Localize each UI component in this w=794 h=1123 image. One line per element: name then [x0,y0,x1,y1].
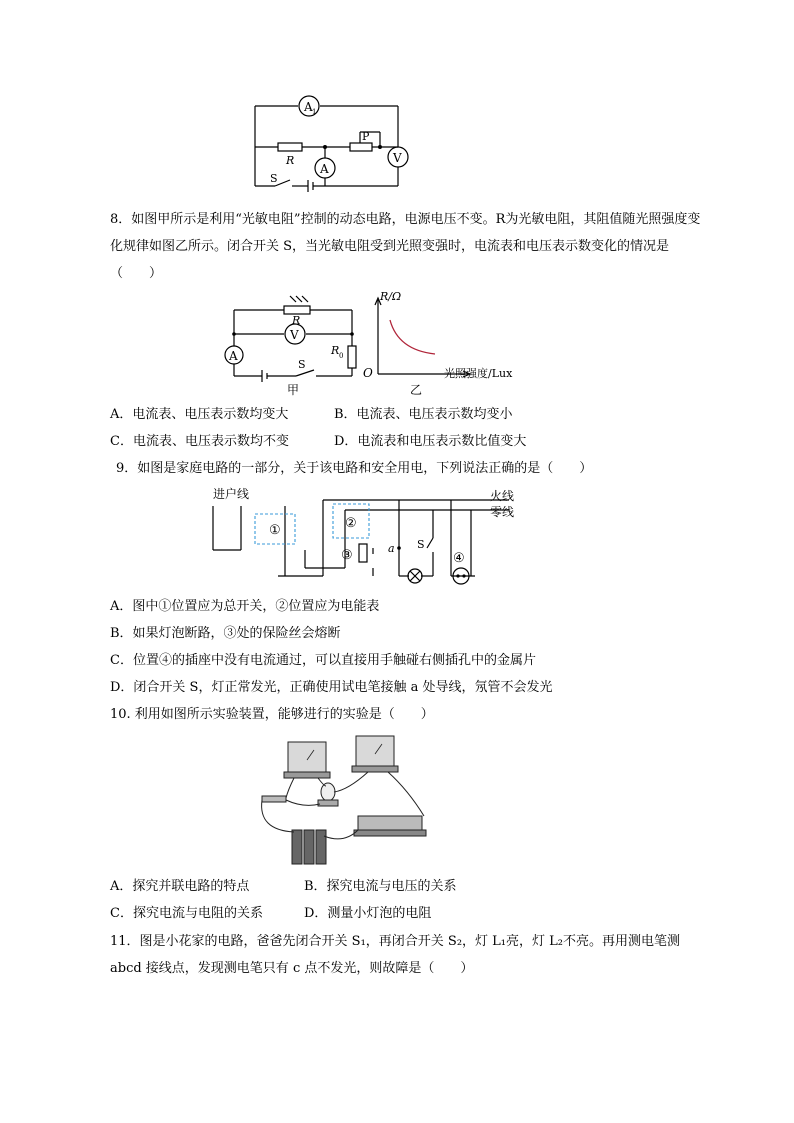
q8-s-label: S [298,358,306,371]
q8-figure [220,288,540,396]
q9-option-c: C．位置④的插座中没有电流通过，可以直接用手触碰右侧插孔中的金属片 [110,653,536,668]
q8-option-c: C．电流表、电压表示数均不变 [110,434,289,449]
q9-circle-3: ③ [341,548,353,563]
q9-figure [205,486,525,584]
q9-stem: 9．如图是家庭电路的一部分，关于该电路和安全用电，下列说法正确的是（ ） [116,461,593,476]
q8-axis-y: R/Ω [380,290,402,303]
q9-circle-2: ② [345,516,357,531]
meter-a1-label: A [304,100,313,114]
q10-apparatus-figure [248,730,448,872]
q8-option-d: D．电流表和电压表示数比值变大 [334,434,527,449]
q8-jia-label: 甲 [287,383,300,397]
q10-stem: 10. 利用如图所示实验装置，能够进行的实验是（ ） [110,707,434,722]
q8-axis-x: 光照强度/Lux [444,367,513,380]
meter-a-label: A [320,162,329,176]
circuit-figure-1 [250,92,410,192]
q8-origin: O [363,366,373,380]
q9-entry-label: 进户线 [213,487,250,501]
q10-option-b: B．探究电流与电压的关系 [304,879,457,894]
q8-r0-sub: 0 [339,352,344,360]
switch-s-label: S [270,172,278,185]
q8-yi-label: 乙 [410,383,423,397]
q8-a-label: A [229,349,238,363]
q11-stem: 11．图是小花家的电路，爸爸先闭合开关 S₁，再闭合开关 S₂，灯 L₁亮，灯 L₂不亮。再用测电笔测 abcd 接线点，发现测电笔只有 c 点不发光，则故障是（ ） [110,934,680,976]
q9-neutral-label: 零线 [490,505,515,519]
q10-option-d: D．测量小灯泡的电阻 [304,906,432,921]
meter-v-label: V [393,151,402,165]
slider-p-label: P [362,130,370,143]
q8-option-b: B．电流表、电压表示数均变小 [334,407,513,422]
q10-option-c: C．探究电流与电阻的关系 [110,906,263,921]
q8-r0-label: R [331,344,340,357]
q9-circle-4: ④ [453,551,465,566]
q9-option-a: A．图中①位置应为总开关，②位置应为电能表 [110,599,380,614]
q9-option-b: B．如果灯泡断路，③处的保险丝会熔断 [110,626,341,641]
q8-stem: 8．如图甲所示是利用“光敏电阻”控制的动态电路，电源电压不变。R为光敏电阻，其阻值随光照强度变化规律如图乙所示。闭合开关 S，当光敏电阻受到光照变强时，电流表和电压表示数变化的情况是（ ） [110,212,701,281]
q8-option-a: A．电流表、电压表示数均变大 [110,407,289,422]
q9-live-label: 火线 [490,489,515,503]
meter-a1-sub: 1 [312,108,317,116]
q9-a-label: a [388,542,395,555]
q9-s-label: S [417,538,425,551]
q8-v-label: V [290,328,299,342]
q9-circle-1: ① [269,523,281,538]
q10-option-a: A．探究并联电路的特点 [110,879,250,894]
resistor-r-label: R [286,154,295,167]
q9-option-d: D．闭合开关 S，灯正常发光，正确使用试电笔接触 a 处导线，氖管不会发光 [110,680,553,695]
q8-r-label: R [292,314,301,327]
